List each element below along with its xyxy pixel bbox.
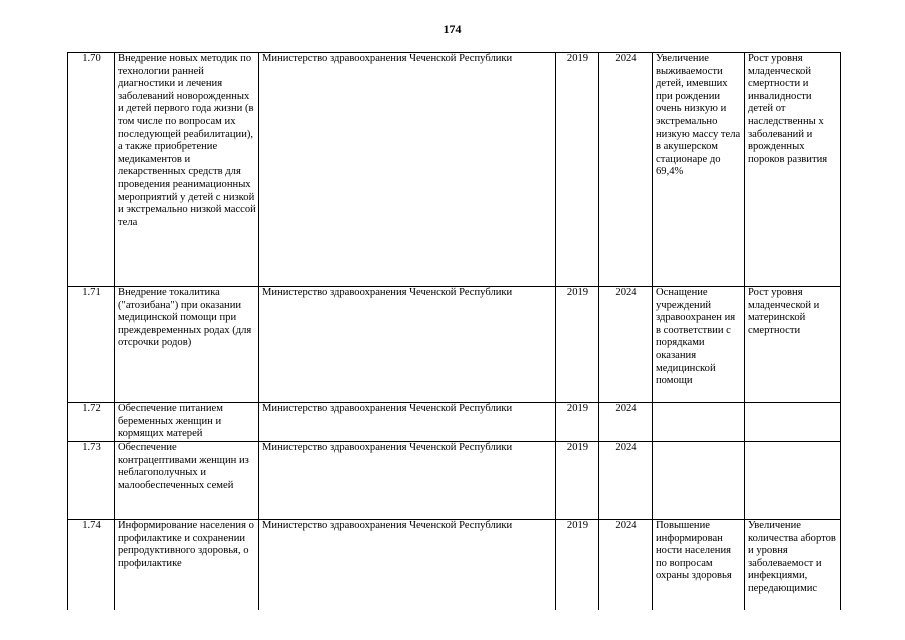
- executor-cell: Министерство здравоохранения Чеченской Республики: [259, 287, 556, 403]
- table-row: [68, 53, 841, 287]
- start-year-cell: 2019: [556, 287, 599, 403]
- row-number: 1.70: [68, 53, 115, 287]
- start-year-cell: 2019: [556, 442, 599, 520]
- effect-cell: [745, 403, 841, 442]
- table-row: [68, 287, 841, 403]
- end-year-cell: 2024: [599, 520, 653, 610]
- executor-cell: Министерство здравоохранения Чеченской Республики: [259, 53, 556, 287]
- table-row: [68, 520, 841, 610]
- effect-cell: Рост уровня младенческой и материнской смертности: [745, 287, 841, 403]
- executor-cell: Министерство здравоохранения Чеченской Республики: [259, 403, 556, 442]
- event-cell: Обеспечение контрацептивами женщин из неблагополучных и малообеспеченных семей: [115, 442, 259, 520]
- end-year-cell: 2024: [599, 53, 653, 287]
- end-year-cell: 2024: [599, 403, 653, 442]
- result-cell: [653, 403, 745, 442]
- page-number: 174: [443, 22, 462, 36]
- result-cell: Увеличение выживаемости детей, имевших при рождении очень низкую и экстремально низкую массу тела в акушерском стационаре до 69,4%: [653, 53, 745, 287]
- result-cell: Повышение информирован ности населения по вопросам охраны здоровья: [653, 520, 745, 610]
- event-cell: Внедрение новых методик по технологии ранней диагностики и лечения заболеваний новорожденных и детей первого года жизни (в том числе по вопросам их последующей реабилитации), а также приобретение медикаментов и лекарственных средств для проведения реанимационных мероприятий у детей с низкой и экстремально низкой массой тела: [115, 53, 259, 287]
- executor-cell: Министерство здравоохранения Чеченской Республики: [259, 442, 556, 520]
- effect-cell: Рост уровня младенческой смертности и инвалидности детей от наследственны х заболеваний и врожденных пороков развития: [745, 53, 841, 287]
- row-number: 1.72: [68, 403, 115, 442]
- table-row: [68, 442, 841, 520]
- result-cell: [653, 442, 745, 520]
- measures-table: [67, 52, 841, 610]
- row-number: 1.73: [68, 442, 115, 520]
- start-year-cell: 2019: [556, 403, 599, 442]
- row-number: 1.71: [68, 287, 115, 403]
- end-year-cell: 2024: [599, 442, 653, 520]
- event-cell: Обеспечение питанием беременных женщин и кормящих матерей: [115, 403, 259, 442]
- table-row: [68, 403, 841, 442]
- event-cell: Информирование населения о профилактике и сохранении репродуктивного здоровья, о профилактике: [115, 520, 259, 610]
- row-number: 1.74: [68, 520, 115, 610]
- executor-cell: Министерство здравоохранения Чеченской Республики: [259, 520, 556, 610]
- event-cell: Внедрение токалитика ("атозибана") при оказании медицинской помощи при преждевременных родах (для отсрочки родов): [115, 287, 259, 403]
- effect-cell: Увеличение количества абортов и уровня заболеваемост и инфекциями, передающимис: [745, 520, 841, 610]
- start-year-cell: 2019: [556, 53, 599, 287]
- effect-cell: [745, 442, 841, 520]
- result-cell: Оснащение учреждений здравоохранен ия в соответствии с порядками оказания медицинской помощи: [653, 287, 745, 403]
- end-year-cell: 2024: [599, 287, 653, 403]
- start-year-cell: 2019: [556, 520, 599, 610]
